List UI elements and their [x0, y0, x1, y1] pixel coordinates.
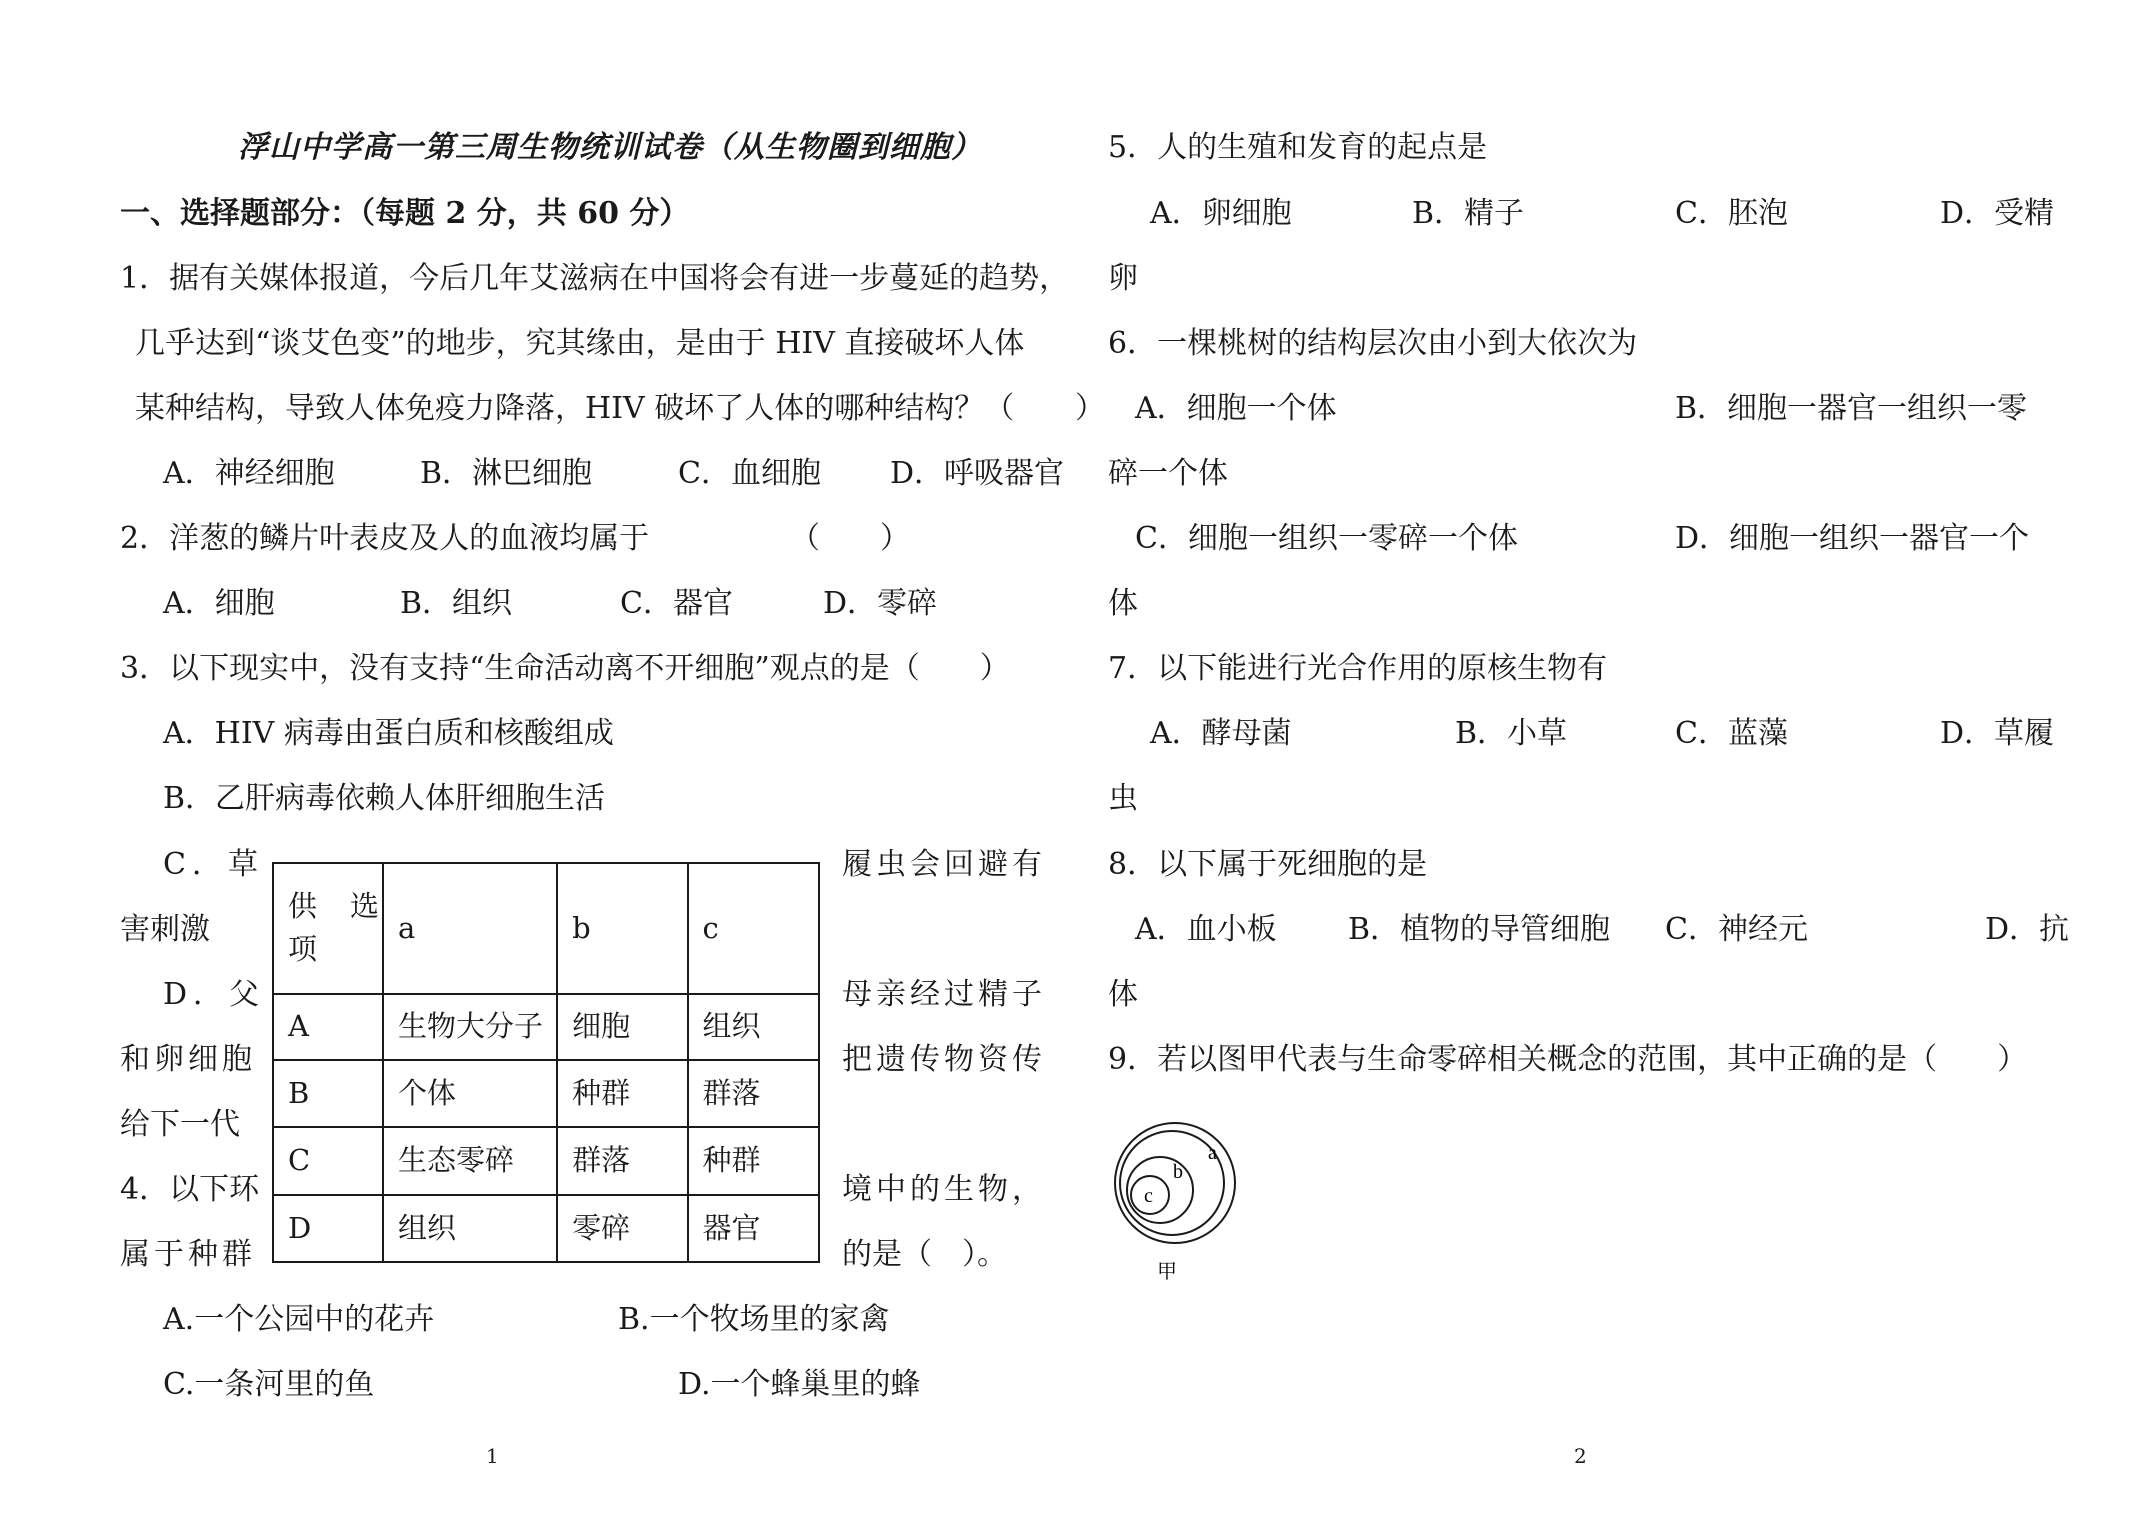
q5-stem: 5．人的生殖和发育的起点是 — [1108, 130, 1488, 165]
q4-option-b[interactable]: B.一个牧场里的家禽 — [618, 1302, 890, 1337]
table-row — [273, 1127, 819, 1194]
q8-option-d-wrap: 体 — [1108, 977, 1138, 1012]
q3-option-c-left[interactable]: C．草 — [163, 847, 264, 882]
q7-option-b[interactable]: B．小草 — [1455, 716, 1568, 751]
q5-option-c[interactable]: C．胚泡 — [1675, 196, 1788, 231]
table-cell: 种群 — [557, 1060, 687, 1127]
q5-option-a[interactable]: A．卵细胞 — [1150, 196, 1292, 231]
table-row — [273, 994, 819, 1060]
table-cell: 组织 — [688, 994, 819, 1060]
table-cell: C — [273, 1127, 383, 1194]
table-cell: 群落 — [557, 1127, 687, 1194]
q6-stem: 6．一棵桃树的结构层次由小到大依次为 — [1108, 326, 1638, 361]
q7-option-d[interactable]: D．草履 — [1940, 716, 2055, 751]
page-number-right: 2 — [1574, 1444, 1587, 1468]
q1-stem-line2: 几乎达到“谈艾色变”的地步，究其缘由，是由于 HIV 直接破坏人体 — [135, 326, 1025, 361]
q8-option-a[interactable]: A．血小板 — [1135, 912, 1277, 947]
q7-option-c[interactable]: C．蓝藻 — [1675, 716, 1788, 751]
q7-option-d-wrap: 虫 — [1108, 781, 1138, 816]
table-cell: 生态零碎 — [383, 1127, 557, 1194]
nested-circles-figure — [1110, 1120, 1250, 1290]
section-heading: 一、选择题部分：（每题 2 分，共 60 分） — [120, 196, 690, 231]
table-cell: 种群 — [688, 1127, 819, 1194]
label-c: c — [1144, 1185, 1153, 1207]
q3-option-b[interactable]: B．乙肝病毒依赖人体肝细胞生活 — [163, 781, 606, 816]
table-cell: A — [273, 994, 383, 1060]
q6-option-d[interactable]: D．细胞一组织一器官一个 — [1675, 521, 2030, 556]
page-title: 浮山中学高一第三周生物统训试卷（从生物圈到细胞） — [238, 130, 982, 165]
q1-stem-line3: 某种结构，导致人体免疫力降落，HIV 破坏了人体的哪种结构？（ — [135, 391, 1015, 426]
q4-stem-left2: 属于种群 — [120, 1237, 256, 1272]
q3-option-d-right2: 把遗传物资传 — [842, 1042, 1046, 1077]
q7-stem: 7．以下能进行光合作用的原核生物有 — [1108, 651, 1608, 686]
table-header-cell: b — [557, 863, 687, 994]
q4-stem-right1: 境中的生物， — [842, 1172, 1046, 1207]
q4-stem-right2: 的是（ ）。 — [842, 1237, 1007, 1272]
q3-option-c-left-wrap: 害刺激 — [120, 912, 210, 947]
q5-option-d-wrap: 卵 — [1108, 261, 1138, 296]
q1-option-a[interactable]: A．神经细胞 — [163, 456, 335, 491]
figure-caption: 甲 — [1157, 1259, 1177, 1283]
q2-option-a[interactable]: A．细胞 — [163, 586, 275, 621]
q5-option-b[interactable]: B．精子 — [1412, 196, 1525, 231]
q8-option-d[interactable]: D．抗 — [1985, 912, 2070, 947]
q3-option-a[interactable]: A．HIV 病毒由蛋白质和核酸组成 — [163, 716, 614, 751]
table-cell: D — [273, 1195, 383, 1262]
q2-option-c[interactable]: C．器官 — [620, 586, 733, 621]
q6-option-b[interactable]: B．细胞一器官一组织一零 — [1675, 391, 2028, 426]
q3-stem: 3．以下现实中，没有支持“生命活动离不开细胞”观点的是（ ） — [120, 651, 1010, 686]
table-header-cell: 供 选 项 — [273, 863, 383, 994]
label-b: b — [1173, 1161, 1183, 1183]
q7-option-a[interactable]: A．酵母菌 — [1150, 716, 1292, 751]
table-cell: 个体 — [383, 1060, 557, 1127]
q9-stem: 9．若以图甲代表与生命零碎相关概念的范围，其中正确的是（ ） — [1108, 1042, 2028, 1077]
q1-option-b[interactable]: B．淋巴细胞 — [420, 456, 593, 491]
q3-option-d-left-wrap2: 给下一代 — [120, 1107, 240, 1142]
q4-option-c[interactable]: C.一条河里的鱼 — [163, 1367, 375, 1402]
q4-stem-left1: 4．以下环 — [120, 1172, 260, 1207]
q6-option-b-wrap: 碎一个体 — [1108, 456, 1228, 491]
q2-option-d[interactable]: D．零碎 — [823, 586, 938, 621]
page-number-left: 1 — [486, 1444, 499, 1468]
table-cell: 零碎 — [557, 1195, 687, 1262]
table-cell: 组织 — [383, 1195, 557, 1262]
q6-option-d-wrap: 体 — [1108, 586, 1138, 621]
q8-option-b[interactable]: B．植物的导管细胞 — [1348, 912, 1611, 947]
q2-answer-paren: （ ） — [790, 521, 910, 556]
table-row — [273, 1060, 819, 1127]
label-a: a — [1208, 1142, 1217, 1164]
q4-option-d[interactable]: D.一个蜂巢里的蜂 — [678, 1367, 921, 1402]
q3-option-d-left-wrap1: 和卵细胞 — [120, 1042, 256, 1077]
q3-option-d-right1: 母亲经过精子 — [842, 977, 1046, 1012]
table-cell: 器官 — [688, 1195, 819, 1262]
table-cell: 细胞 — [557, 994, 687, 1060]
table-header-cell: a — [383, 863, 557, 994]
q6-option-c[interactable]: C．细胞一组织一零碎一个体 — [1135, 521, 1518, 556]
q3-option-d-left[interactable]: D．父 — [163, 977, 266, 1012]
q1-option-d[interactable]: D．呼吸器官 — [890, 456, 1065, 491]
options-table — [272, 862, 820, 1263]
q4-option-a[interactable]: A.一个公园中的花卉 — [163, 1302, 435, 1337]
table-header-cell: c — [688, 863, 819, 994]
q8-option-c[interactable]: C．神经元 — [1665, 912, 1808, 947]
q1-option-c[interactable]: C．血细胞 — [678, 456, 821, 491]
q3-option-c-right: 履虫会回避有 — [842, 847, 1046, 882]
q5-option-d[interactable]: D．受精 — [1940, 196, 2055, 231]
q2-stem: 2．洋葱的鳞片叶表皮及人的血液均属于 — [120, 521, 650, 556]
table-cell: B — [273, 1060, 383, 1127]
q2-option-b[interactable]: B．组织 — [400, 586, 513, 621]
q1-stem-line1: 1．据有关媒体报道，今后几年艾滋病在中国将会有进一步蔓延的趋势， — [120, 261, 1070, 296]
table-cell: 群落 — [688, 1060, 819, 1127]
q1-paren-close: ） — [1075, 391, 1105, 426]
table-cell: 生物大分子 — [383, 994, 557, 1060]
circle-a — [1115, 1123, 1235, 1243]
circle-b — [1127, 1157, 1193, 1223]
q6-option-a[interactable]: A．细胞一个体 — [1135, 391, 1337, 426]
table-row — [273, 1195, 819, 1262]
q8-stem: 8．以下属于死细胞的是 — [1108, 847, 1428, 882]
